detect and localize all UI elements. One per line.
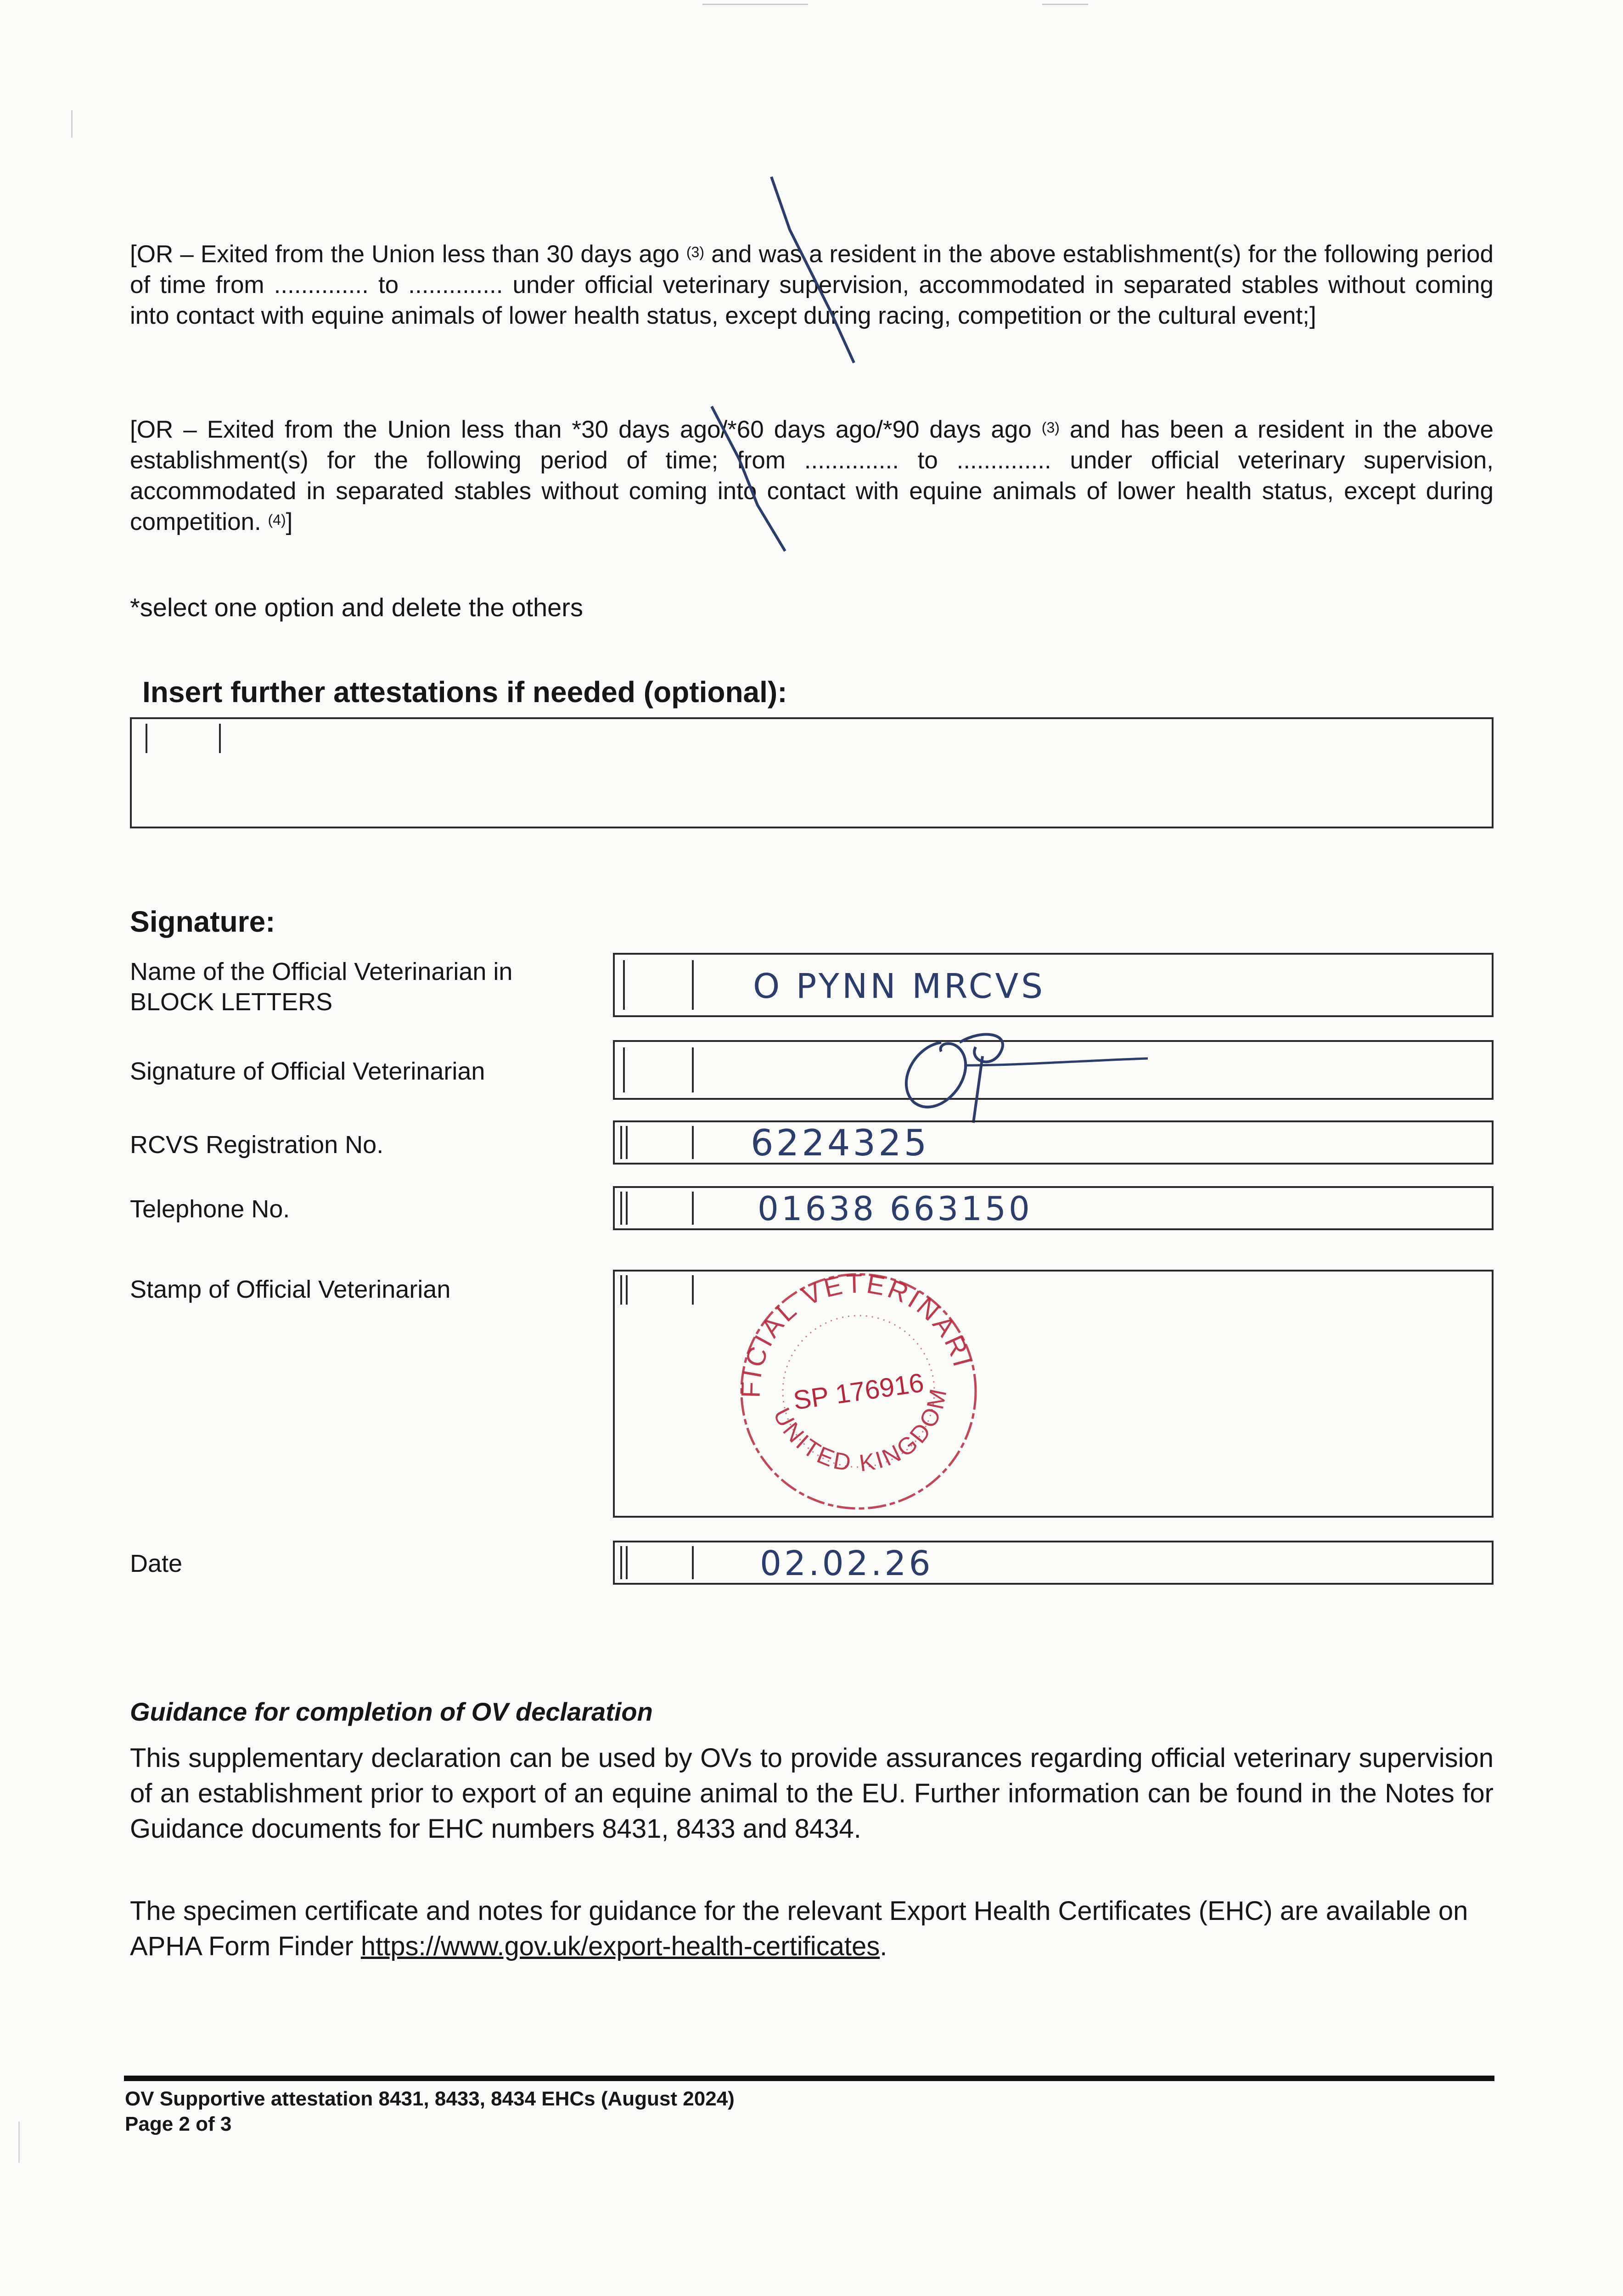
stamp-bottom-text: UNITED KINGDOM bbox=[768, 1384, 953, 1477]
further-attestations-field[interactable] bbox=[130, 717, 1494, 828]
stamp-number: SP 176916 bbox=[791, 1367, 926, 1416]
official-veterinarian-stamp bbox=[725, 1258, 992, 1515]
attestation-option-30-60-90-days: [OR – Exited from the Union less than *30 days ago/*60 days ago/*90 days ago $^{(3)}$ and has been a resident in the above establishment(s) for the following period of time; from .............. to .............. under official veterinary supervision, accommodated in separated stables without coming into contact with equine animals of lower health status, except during competition. $^{(4)}$] bbox=[130, 416, 1494, 535]
select-option-note: *select one option and delete the others bbox=[130, 593, 583, 622]
export-health-certificates-link[interactable]: https://www.gov.uk/export-health-certificates bbox=[360, 1931, 880, 1961]
rcvs-field[interactable] bbox=[613, 1120, 1494, 1165]
attestation-option-30-days: [OR – Exited from the Union less than 30 days ago $^{(3)}$ and was a resident in the above establishment(s) for the following period of time from .............. to .............. under official veterinary supervision, accommodated in separated stables without coming into contact with equine animals of lower health status, except during racing, competition or the cultural event;] bbox=[130, 241, 1494, 329]
further-attestations-heading: Insert further attestations if needed (optional): bbox=[142, 675, 787, 709]
telephone-label: Telephone No. bbox=[130, 1195, 290, 1223]
telephone-value: 01638 663150 bbox=[758, 1189, 1033, 1228]
guidance-heading: Guidance for completion of OV declaration bbox=[130, 1697, 653, 1726]
date-field[interactable] bbox=[613, 1541, 1494, 1585]
signature-heading: Signature: bbox=[130, 905, 275, 938]
footer-page-number: Page 2 of 3 bbox=[125, 2113, 232, 2135]
footer-document-title: OV Supportive attestation 8431, 8433, 8434 EHCs (August 2024) bbox=[125, 2088, 735, 2110]
footer-rule bbox=[124, 2076, 1494, 2081]
handwritten-signature bbox=[872, 1015, 1157, 1130]
strike-through-line bbox=[762, 174, 868, 367]
telephone-field[interactable] bbox=[613, 1186, 1494, 1230]
name-label: Name of the Official Veterinarian in BLOCK LETTERS bbox=[130, 958, 513, 1016]
scan-mark bbox=[1042, 4, 1088, 5]
scan-mark bbox=[18, 2122, 20, 2163]
strike-through-line bbox=[702, 404, 794, 556]
name-field[interactable] bbox=[613, 953, 1494, 1017]
name-value: O PYNN MRCVS bbox=[753, 967, 1046, 1006]
scan-mark bbox=[702, 4, 808, 5]
stamp-top-text: OFFICIAL VETERINARIAN bbox=[736, 1268, 978, 1399]
signature-label: Signature of Official Veterinarian bbox=[130, 1058, 485, 1085]
rcvs-label: RCVS Registration No. bbox=[130, 1131, 384, 1159]
guidance-paragraph-1: This supplementary declaration can be used by OVs to provide assurances regarding official veterinary supervision of an establishment prior to export of an equine animal to the EU. Further information can be found in the Notes for Guidance documents for EHC numbers 8431, 8433 and 8434. bbox=[130, 1743, 1494, 1844]
stamp-label: Stamp of Official Veterinarian bbox=[130, 1276, 451, 1303]
date-value: 02.02.26 bbox=[760, 1544, 933, 1583]
rcvs-value: 6224325 bbox=[751, 1123, 930, 1164]
scan-mark bbox=[71, 110, 73, 138]
date-label: Date bbox=[130, 1550, 183, 1577]
guidance-paragraph-2: The specimen certificate and notes for guidance for the relevant Export Health Certificates (EHC) are available on APHA Form Finder https://www.gov.uk/export-health-certificates. bbox=[130, 1896, 1468, 1961]
